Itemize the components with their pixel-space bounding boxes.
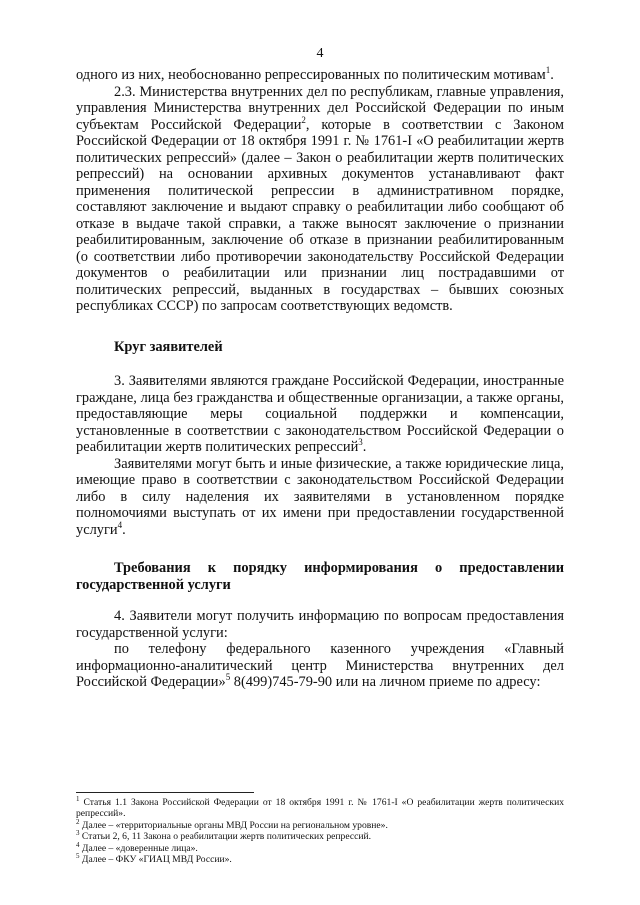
paragraph-2-3 bbox=[76, 84, 564, 315]
footnote-ref: 3 bbox=[358, 437, 363, 448]
paragraph-end: . bbox=[550, 67, 554, 83]
paragraph-text: по телефону федерального казенного учреждения «Главный информационно-аналитический центр Министерства внутренних дел Российской Федерации» bbox=[76, 641, 564, 690]
paragraph-4: 4. Заявители могут получить информацию по вопросам предоставления государственной услуги: bbox=[76, 608, 564, 641]
paragraph-text: 8(499)745-79-90 или на личном приеме по адресу: bbox=[230, 674, 541, 690]
footnote-mark: 5 bbox=[76, 851, 80, 860]
paragraph-end: . bbox=[122, 521, 126, 538]
footnote-mark: 2 bbox=[76, 817, 80, 826]
paragraph-3 bbox=[76, 373, 564, 456]
footnote-mark: 3 bbox=[76, 829, 80, 838]
paragraph-end: . bbox=[362, 439, 367, 455]
footnotes bbox=[76, 792, 564, 865]
page-number: 4 bbox=[316, 46, 324, 61]
footnote-mark: 1 bbox=[76, 794, 80, 803]
paragraph-text: 3. Заявителями являются граждане Российской Федерации, иностранные граждане, лица без гражданства и общественные организации, а также органы, предоставляющие меры социальной поддержки и компенсации, установленные в соответствии с законодательством Российской Федерации о реабилитации жертв политических репрессий bbox=[76, 373, 564, 455]
footnote-text: Далее – «доверенные лица». bbox=[79, 842, 198, 854]
footnote-text: Далее – «территориальные органы МВД России на региональном уровне». bbox=[79, 819, 388, 831]
paragraph-text: 2.3. Министерства внутренних дел по республикам, главные управления, управления Министерства внутренних дел Российской Федерации по иным субъектам Российской Федерации bbox=[76, 83, 564, 133]
paragraph-text: Заявителями могут быть и иные физические, а также юридические лица, имеющие право в соответствии с законодательством Российской Федерации либо в силу наделения их заявителями в установленном порядке полномочиями выступать от их имени при предоставлении государственной услуги bbox=[76, 455, 564, 538]
footnote-text: Статья 1.1 Закона Российской Федерации от 18 октября 1991 г. № 1761-I «О реабилитации жертв политических репрессий». bbox=[76, 797, 564, 820]
footnote-ref: 1 bbox=[545, 65, 551, 76]
paragraph-applicants-other bbox=[76, 456, 564, 539]
paragraph-text: одного из них, необоснованно репрессированных по политическим мотивам bbox=[76, 67, 546, 83]
footnote bbox=[76, 794, 564, 820]
section-heading-informing: Требования к порядку информирования о предоставлении государственной услуги bbox=[76, 560, 564, 593]
footnote-ref: 2 bbox=[301, 114, 306, 125]
footnote-mark: 4 bbox=[76, 840, 80, 849]
footnote-text: Далее – ФКУ «ГИАЦ МВД России». bbox=[79, 854, 232, 866]
footnote bbox=[76, 851, 564, 866]
paragraph-text: , которые в соответствии с Законом Российской Федерации от 18 октября 1991 г. № 1761-I «О реабилитации жертв политических репрессий» (далее – Закон о реабилитации жертв политических репрессий) на основании архивных документов устанавливают факт применения политической репрессии в административном порядке, составляют заключение и выдают справку о реабилитации либо сообщают об отказе в выдаче такой справки, а также выносят заключение о признании реабилитированным, заключение об отказе в признании реабилитированным (о соответствии либо противоречии законодательству Российской Федерации документов о реабилитации или признании лиц пострадавшими от политических репрессий, выданных в государствах – бывших союзных республиках СССР) по запросам соответствующих ведомств. bbox=[76, 116, 564, 314]
paragraph-continuation bbox=[76, 67, 564, 84]
footnote bbox=[76, 817, 564, 831]
footnote-ref: 4 bbox=[117, 519, 123, 530]
footnote-ref: 5 bbox=[225, 672, 231, 683]
paragraph-phone bbox=[76, 641, 564, 691]
section-heading-applicants: Круг заявителей bbox=[114, 338, 223, 355]
footnote bbox=[76, 831, 564, 842]
footnote-text: Статьи 2, 6, 11 Закона о реабилитации жертв политических репрессий. bbox=[79, 831, 372, 843]
footnote-divider bbox=[76, 792, 254, 793]
body-text bbox=[76, 67, 564, 691]
footnote bbox=[76, 840, 564, 854]
